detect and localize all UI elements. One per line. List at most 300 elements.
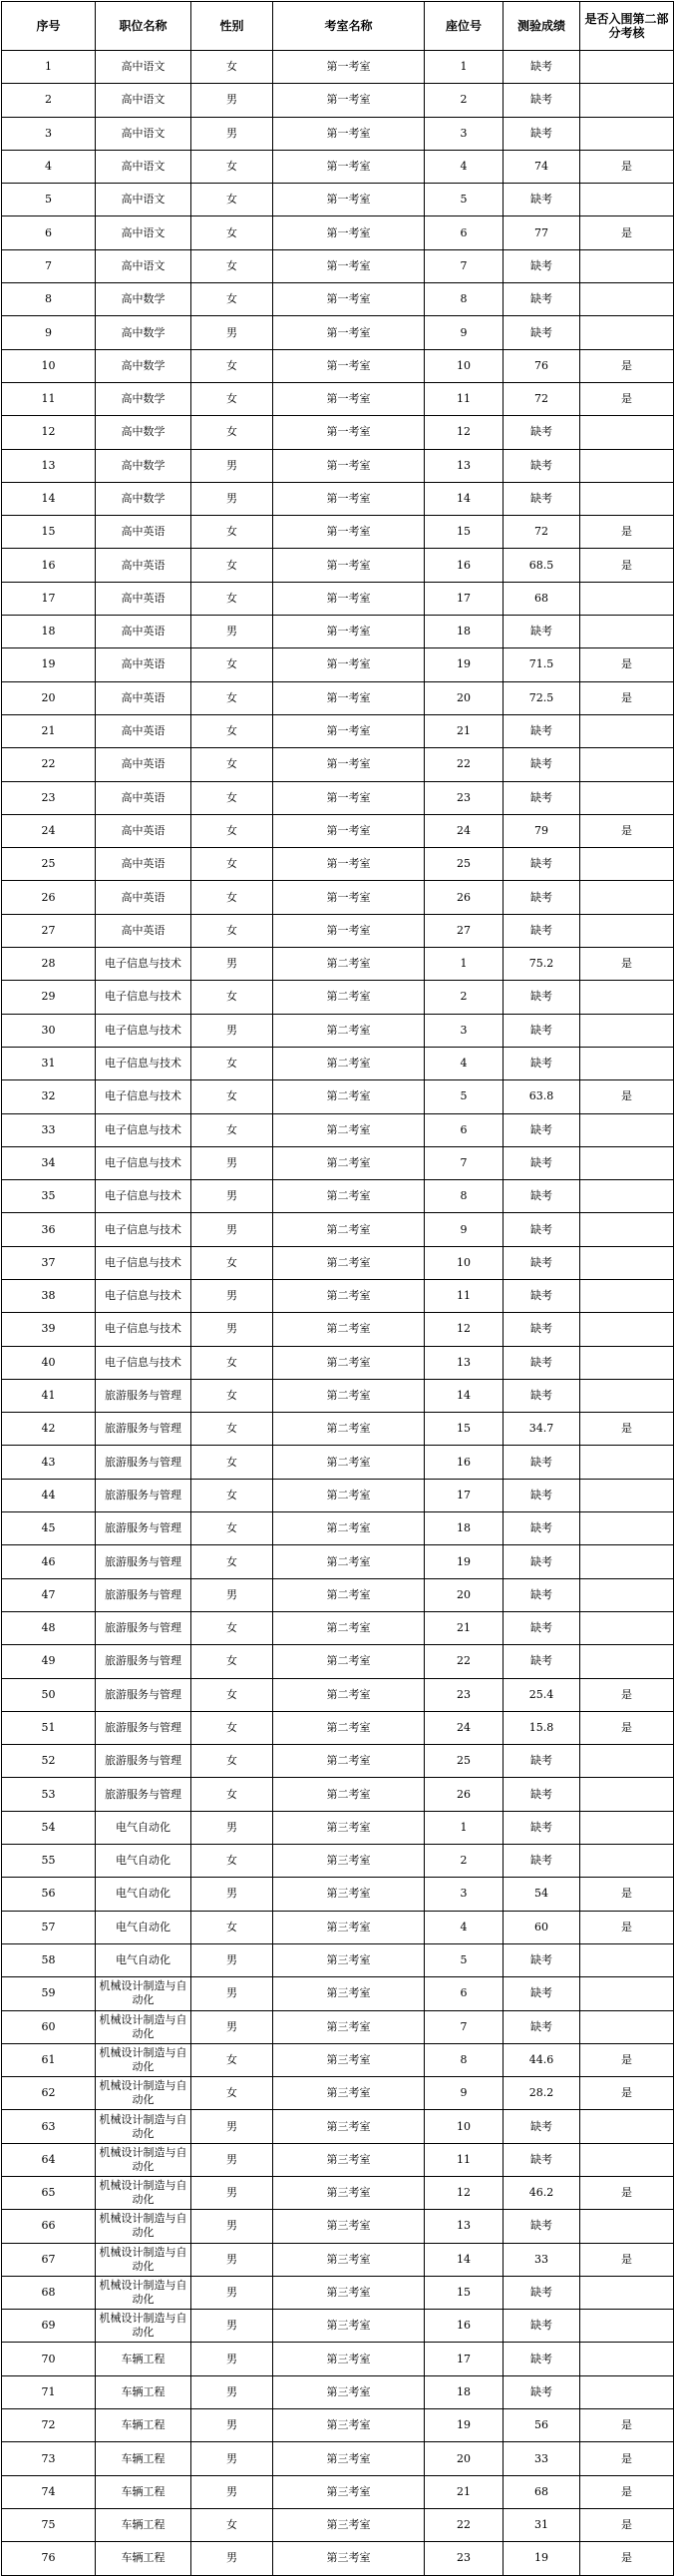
cell-gender: 女 xyxy=(191,748,273,781)
cell-seat: 12 xyxy=(425,1313,504,1346)
cell-gender: 女 xyxy=(191,1080,273,1113)
cell-room: 第三考室 xyxy=(273,2310,425,2343)
cell-seat: 9 xyxy=(425,1213,504,1246)
cell-seq: 6 xyxy=(2,216,96,249)
cell-shortlisted xyxy=(580,283,674,316)
cell-seat: 25 xyxy=(425,1745,504,1778)
cell-seq: 1 xyxy=(2,51,96,84)
cell-seq: 17 xyxy=(2,582,96,615)
cell-room: 第二考室 xyxy=(273,1479,425,1511)
cell-seq: 64 xyxy=(2,2143,96,2176)
cell-position: 机械设计制造与自动化 xyxy=(96,2010,191,2043)
table-row xyxy=(2,84,674,117)
cell-shortlisted xyxy=(580,1180,674,1213)
cell-seat: 24 xyxy=(425,1711,504,1744)
cell-position: 高中语文 xyxy=(96,150,191,183)
cell-position: 高中英语 xyxy=(96,549,191,582)
cell-shortlisted xyxy=(580,848,674,881)
cell-score: 缺考 xyxy=(504,84,580,117)
cell-seat: 23 xyxy=(425,1678,504,1711)
cell-seat: 6 xyxy=(425,216,504,249)
cell-gender: 男 xyxy=(191,2276,273,2309)
cell-position: 高中英语 xyxy=(96,848,191,881)
cell-gender: 女 xyxy=(191,848,273,881)
cell-score: 缺考 xyxy=(504,482,580,515)
table-row xyxy=(2,2010,674,2043)
cell-seq: 15 xyxy=(2,516,96,549)
cell-score: 31 xyxy=(504,2508,580,2541)
cell-gender: 男 xyxy=(191,2409,273,2442)
table-row xyxy=(2,2442,674,2475)
cell-score: 缺考 xyxy=(504,748,580,781)
cell-shortlisted xyxy=(580,1611,674,1644)
table-row xyxy=(2,2276,674,2309)
cell-room: 第二考室 xyxy=(273,1047,425,1079)
cell-score: 68 xyxy=(504,2475,580,2508)
cell-score: 缺考 xyxy=(504,184,580,216)
cell-seq: 71 xyxy=(2,2375,96,2408)
cell-position: 电气自动化 xyxy=(96,1811,191,1844)
cell-seq: 10 xyxy=(2,349,96,382)
cell-score: 72 xyxy=(504,516,580,549)
table-row xyxy=(2,1611,674,1644)
cell-room: 第二考室 xyxy=(273,948,425,981)
cell-seq: 67 xyxy=(2,2243,96,2276)
cell-seq: 40 xyxy=(2,1346,96,1379)
cell-room: 第一考室 xyxy=(273,516,425,549)
cell-position: 高中英语 xyxy=(96,616,191,648)
cell-score: 缺考 xyxy=(504,2210,580,2243)
cell-score: 缺考 xyxy=(504,449,580,482)
cell-position: 旅游服务与管理 xyxy=(96,1379,191,1412)
cell-score: 15.8 xyxy=(504,1711,580,1744)
cell-seat: 13 xyxy=(425,449,504,482)
cell-gender: 女 xyxy=(191,881,273,914)
cell-room: 第二考室 xyxy=(273,1611,425,1644)
cell-seat: 9 xyxy=(425,316,504,349)
cell-gender: 男 xyxy=(191,616,273,648)
cell-position: 旅游服务与管理 xyxy=(96,1745,191,1778)
cell-shortlisted: 是 xyxy=(580,948,674,981)
cell-score: 缺考 xyxy=(504,249,580,282)
cell-gender: 女 xyxy=(191,382,273,415)
cell-room: 第一考室 xyxy=(273,814,425,847)
cell-score: 缺考 xyxy=(504,1014,580,1047)
cell-seq: 73 xyxy=(2,2442,96,2475)
cell-shortlisted xyxy=(580,914,674,947)
cell-room: 第三考室 xyxy=(273,2077,425,2110)
cell-seat: 5 xyxy=(425,1080,504,1113)
cell-seq: 63 xyxy=(2,2110,96,2143)
cell-score: 74 xyxy=(504,150,580,183)
cell-shortlisted xyxy=(580,449,674,482)
cell-room: 第三考室 xyxy=(273,1977,425,2010)
cell-shortlisted xyxy=(580,249,674,282)
table-row xyxy=(2,814,674,847)
cell-seat: 6 xyxy=(425,1977,504,2010)
cell-seat: 3 xyxy=(425,1014,504,1047)
cell-score: 缺考 xyxy=(504,881,580,914)
table-row xyxy=(2,2177,674,2210)
cell-shortlisted: 是 xyxy=(580,2442,674,2475)
cell-room: 第二考室 xyxy=(273,1014,425,1047)
cell-shortlisted xyxy=(580,1745,674,1778)
cell-gender: 男 xyxy=(191,1977,273,2010)
cell-position: 机械设计制造与自动化 xyxy=(96,2077,191,2110)
cell-seq: 18 xyxy=(2,616,96,648)
cell-seq: 41 xyxy=(2,1379,96,1412)
cell-seq: 56 xyxy=(2,1878,96,1911)
cell-score: 63.8 xyxy=(504,1080,580,1113)
cell-position: 高中数学 xyxy=(96,316,191,349)
cell-room: 第二考室 xyxy=(273,1313,425,1346)
cell-seat: 10 xyxy=(425,2110,504,2143)
cell-seq: 35 xyxy=(2,1180,96,1213)
table-row xyxy=(2,1512,674,1545)
cell-shortlisted xyxy=(580,1146,674,1179)
cell-gender: 女 xyxy=(191,1379,273,1412)
table-row xyxy=(2,1213,674,1246)
cell-room: 第二考室 xyxy=(273,1778,425,1811)
cell-seat: 21 xyxy=(425,714,504,747)
table-row xyxy=(2,1413,674,1446)
cell-gender: 男 xyxy=(191,2343,273,2375)
cell-score: 缺考 xyxy=(504,316,580,349)
cell-gender: 女 xyxy=(191,814,273,847)
cell-seat: 7 xyxy=(425,249,504,282)
cell-score: 缺考 xyxy=(504,1745,580,1778)
cell-room: 第一考室 xyxy=(273,416,425,449)
cell-shortlisted xyxy=(580,1479,674,1511)
cell-room: 第三考室 xyxy=(273,2375,425,2408)
table-row xyxy=(2,382,674,415)
cell-seq: 65 xyxy=(2,2177,96,2210)
cell-position: 旅游服务与管理 xyxy=(96,1545,191,1578)
cell-shortlisted: 是 xyxy=(580,814,674,847)
cell-score: 缺考 xyxy=(504,1545,580,1578)
cell-seq: 50 xyxy=(2,1678,96,1711)
table-row xyxy=(2,582,674,615)
cell-seat: 8 xyxy=(425,283,504,316)
cell-position: 电子信息与技术 xyxy=(96,1047,191,1079)
cell-gender: 男 xyxy=(191,1943,273,1976)
cell-position: 机械设计制造与自动化 xyxy=(96,2110,191,2143)
cell-seat: 20 xyxy=(425,681,504,714)
cell-seq: 8 xyxy=(2,283,96,316)
cell-gender: 女 xyxy=(191,1845,273,1878)
cell-shortlisted: 是 xyxy=(580,2508,674,2541)
cell-shortlisted xyxy=(580,616,674,648)
cell-gender: 女 xyxy=(191,1446,273,1479)
cell-position: 高中数学 xyxy=(96,482,191,515)
cell-seat: 11 xyxy=(425,1279,504,1312)
cell-seq: 48 xyxy=(2,1611,96,1644)
cell-score: 76 xyxy=(504,349,580,382)
cell-position: 电气自动化 xyxy=(96,1845,191,1878)
cell-position: 旅游服务与管理 xyxy=(96,1678,191,1711)
cell-seat: 21 xyxy=(425,1611,504,1644)
cell-position: 车辆工程 xyxy=(96,2508,191,2541)
cell-seat: 4 xyxy=(425,1047,504,1079)
cell-room: 第一考室 xyxy=(273,848,425,881)
cell-seat: 18 xyxy=(425,616,504,648)
cell-position: 电气自动化 xyxy=(96,1911,191,1943)
cell-seq: 51 xyxy=(2,1711,96,1744)
cell-position: 高中英语 xyxy=(96,516,191,549)
cell-seq: 54 xyxy=(2,1811,96,1844)
cell-seat: 13 xyxy=(425,1346,504,1379)
cell-shortlisted xyxy=(580,316,674,349)
cell-position: 旅游服务与管理 xyxy=(96,1778,191,1811)
cell-shortlisted: 是 xyxy=(580,2043,674,2076)
cell-shortlisted: 是 xyxy=(580,2177,674,2210)
cell-gender: 女 xyxy=(191,1678,273,1711)
cell-seq: 3 xyxy=(2,117,96,150)
cell-seq: 21 xyxy=(2,714,96,747)
table-row xyxy=(2,482,674,515)
cell-position: 高中语文 xyxy=(96,117,191,150)
cell-room: 第三考室 xyxy=(273,2043,425,2076)
cell-gender: 男 xyxy=(191,84,273,117)
cell-score: 28.2 xyxy=(504,2077,580,2110)
cell-gender: 女 xyxy=(191,1745,273,1778)
cell-room: 第二考室 xyxy=(273,1146,425,1179)
cell-seat: 21 xyxy=(425,2475,504,2508)
cell-room: 第三考室 xyxy=(273,2442,425,2475)
cell-shortlisted xyxy=(580,1346,674,1379)
cell-gender: 女 xyxy=(191,2077,273,2110)
cell-shortlisted xyxy=(580,781,674,814)
cell-position: 电子信息与技术 xyxy=(96,1146,191,1179)
cell-shortlisted xyxy=(580,2143,674,2176)
cell-seq: 36 xyxy=(2,1213,96,1246)
cell-score: 缺考 xyxy=(504,283,580,316)
cell-score: 缺考 xyxy=(504,1778,580,1811)
cell-shortlisted xyxy=(580,51,674,84)
cell-gender: 女 xyxy=(191,2043,273,2076)
cell-seat: 13 xyxy=(425,2210,504,2243)
cell-gender: 女 xyxy=(191,1047,273,1079)
cell-score: 缺考 xyxy=(504,2143,580,2176)
cell-seq: 26 xyxy=(2,881,96,914)
cell-shortlisted xyxy=(580,1845,674,1878)
cell-gender: 女 xyxy=(191,981,273,1014)
cell-shortlisted xyxy=(580,981,674,1014)
cell-score: 77 xyxy=(504,216,580,249)
cell-gender: 女 xyxy=(191,184,273,216)
cell-seat: 15 xyxy=(425,1413,504,1446)
cell-seq: 2 xyxy=(2,84,96,117)
table-row xyxy=(2,2243,674,2276)
cell-score: 68 xyxy=(504,582,580,615)
cell-shortlisted xyxy=(580,2110,674,2143)
cell-room: 第二考室 xyxy=(273,1080,425,1113)
cell-score: 缺考 xyxy=(504,1645,580,1678)
cell-position: 机械设计制造与自动化 xyxy=(96,2243,191,2276)
cell-position: 高中数学 xyxy=(96,416,191,449)
cell-shortlisted xyxy=(580,1512,674,1545)
cell-gender: 男 xyxy=(191,1014,273,1047)
cell-score: 75.2 xyxy=(504,948,580,981)
cell-room: 第三考室 xyxy=(273,2475,425,2508)
cell-gender: 男 xyxy=(191,2177,273,2210)
cell-position: 电子信息与技术 xyxy=(96,1080,191,1113)
cell-seat: 14 xyxy=(425,1379,504,1412)
cell-score: 72 xyxy=(504,382,580,415)
cell-score: 缺考 xyxy=(504,1113,580,1146)
cell-shortlisted xyxy=(580,2276,674,2309)
cell-shortlisted xyxy=(580,881,674,914)
cell-position: 车辆工程 xyxy=(96,2475,191,2508)
table-row xyxy=(2,349,674,382)
cell-score: 缺考 xyxy=(504,1213,580,1246)
cell-shortlisted: 是 xyxy=(580,2409,674,2442)
cell-seat: 12 xyxy=(425,416,504,449)
cell-seat: 15 xyxy=(425,2276,504,2309)
header-seat: 座位号 xyxy=(425,2,504,51)
cell-shortlisted xyxy=(580,1943,674,1976)
cell-shortlisted xyxy=(580,2210,674,2243)
table-row xyxy=(2,549,674,582)
table-row xyxy=(2,249,674,282)
cell-position: 高中语文 xyxy=(96,216,191,249)
cell-position: 高中语文 xyxy=(96,249,191,282)
cell-position: 电子信息与技术 xyxy=(96,948,191,981)
cell-gender: 女 xyxy=(191,1645,273,1678)
cell-shortlisted: 是 xyxy=(580,1878,674,1911)
cell-seat: 16 xyxy=(425,1446,504,1479)
cell-gender: 男 xyxy=(191,117,273,150)
cell-shortlisted xyxy=(580,117,674,150)
cell-gender: 女 xyxy=(191,216,273,249)
cell-gender: 女 xyxy=(191,1512,273,1545)
cell-shortlisted: 是 xyxy=(580,2243,674,2276)
table-row xyxy=(2,681,674,714)
cell-seq: 7 xyxy=(2,249,96,282)
cell-room: 第三考室 xyxy=(273,2508,425,2541)
cell-score: 54 xyxy=(504,1878,580,1911)
cell-gender: 女 xyxy=(191,283,273,316)
cell-seat: 7 xyxy=(425,1146,504,1179)
cell-shortlisted: 是 xyxy=(580,516,674,549)
header-row xyxy=(2,2,674,51)
cell-gender: 男 xyxy=(191,1578,273,1611)
cell-score: 34.7 xyxy=(504,1413,580,1446)
cell-gender: 男 xyxy=(191,1313,273,1346)
cell-seat: 7 xyxy=(425,2010,504,2043)
cell-seat: 14 xyxy=(425,482,504,515)
cell-room: 第一考室 xyxy=(273,51,425,84)
cell-shortlisted xyxy=(580,1213,674,1246)
cell-score: 缺考 xyxy=(504,1479,580,1511)
cell-room: 第三考室 xyxy=(273,2010,425,2043)
table-row xyxy=(2,1379,674,1412)
cell-shortlisted xyxy=(580,2343,674,2375)
cell-seq: 53 xyxy=(2,1778,96,1811)
cell-score: 缺考 xyxy=(504,1611,580,1644)
cell-position: 机械设计制造与自动化 xyxy=(96,2143,191,2176)
cell-position: 电子信息与技术 xyxy=(96,1213,191,1246)
cell-position: 车辆工程 xyxy=(96,2375,191,2408)
cell-seat: 19 xyxy=(425,1545,504,1578)
cell-seq: 60 xyxy=(2,2010,96,2043)
cell-shortlisted xyxy=(580,1645,674,1678)
table-row xyxy=(2,2143,674,2176)
table-row xyxy=(2,1678,674,1711)
cell-score: 缺考 xyxy=(504,1446,580,1479)
cell-shortlisted xyxy=(580,2375,674,2408)
cell-shortlisted xyxy=(580,1977,674,2010)
cell-seq: 72 xyxy=(2,2409,96,2442)
cell-seat: 4 xyxy=(425,150,504,183)
cell-score: 缺考 xyxy=(504,2310,580,2343)
cell-room: 第二考室 xyxy=(273,1180,425,1213)
cell-shortlisted xyxy=(580,1379,674,1412)
cell-gender: 男 xyxy=(191,1213,273,1246)
cell-gender: 女 xyxy=(191,781,273,814)
table-row xyxy=(2,2343,674,2375)
table-row xyxy=(2,914,674,947)
table-row xyxy=(2,1845,674,1878)
cell-gender: 女 xyxy=(191,516,273,549)
cell-shortlisted: 是 xyxy=(580,382,674,415)
cell-seat: 22 xyxy=(425,748,504,781)
cell-seat: 1 xyxy=(425,51,504,84)
cell-room: 第三考室 xyxy=(273,2110,425,2143)
cell-score: 缺考 xyxy=(504,1943,580,1976)
table-row xyxy=(2,1446,674,1479)
cell-shortlisted: 是 xyxy=(580,2542,674,2575)
table-row xyxy=(2,2409,674,2442)
cell-room: 第一考室 xyxy=(273,283,425,316)
cell-seat: 26 xyxy=(425,881,504,914)
cell-room: 第三考室 xyxy=(273,2276,425,2309)
cell-score: 缺考 xyxy=(504,1180,580,1213)
cell-gender: 女 xyxy=(191,714,273,747)
cell-seq: 61 xyxy=(2,2043,96,2076)
cell-gender: 男 xyxy=(191,2210,273,2243)
header-room: 考室名称 xyxy=(273,2,425,51)
cell-position: 高中语文 xyxy=(96,184,191,216)
cell-position: 高中数学 xyxy=(96,449,191,482)
cell-position: 电气自动化 xyxy=(96,1943,191,1976)
cell-seat: 17 xyxy=(425,1479,504,1511)
cell-gender: 女 xyxy=(191,1711,273,1744)
cell-room: 第二考室 xyxy=(273,1346,425,1379)
cell-score: 缺考 xyxy=(504,117,580,150)
cell-shortlisted: 是 xyxy=(580,549,674,582)
cell-seq: 13 xyxy=(2,449,96,482)
cell-gender: 男 xyxy=(191,948,273,981)
cell-seat: 15 xyxy=(425,516,504,549)
cell-room: 第一考室 xyxy=(273,84,425,117)
table-row xyxy=(2,848,674,881)
cell-gender: 女 xyxy=(191,2508,273,2541)
table-row xyxy=(2,1146,674,1179)
cell-score: 缺考 xyxy=(504,1313,580,1346)
cell-room: 第三考室 xyxy=(273,2542,425,2575)
cell-position: 高中数学 xyxy=(96,283,191,316)
cell-room: 第三考室 xyxy=(273,2177,425,2210)
cell-score: 缺考 xyxy=(504,2375,580,2408)
cell-position: 旅游服务与管理 xyxy=(96,1711,191,1744)
cell-seq: 5 xyxy=(2,184,96,216)
cell-position: 旅游服务与管理 xyxy=(96,1578,191,1611)
cell-gender: 女 xyxy=(191,1346,273,1379)
cell-seat: 10 xyxy=(425,1246,504,1279)
cell-position: 电子信息与技术 xyxy=(96,1014,191,1047)
cell-seq: 31 xyxy=(2,1047,96,1079)
